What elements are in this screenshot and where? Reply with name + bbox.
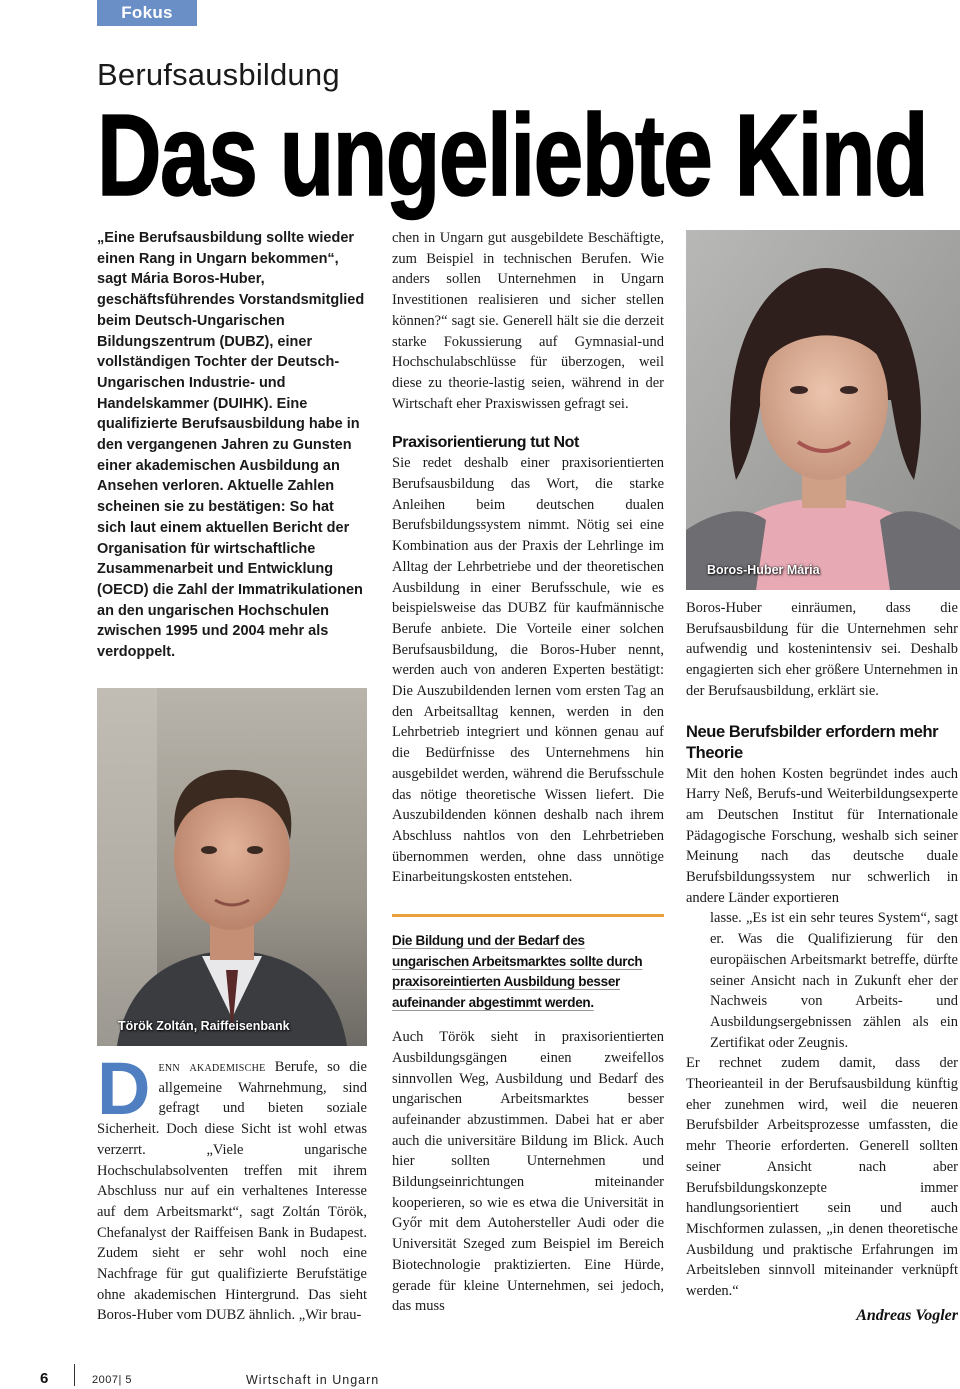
left-eye xyxy=(201,846,217,854)
left-eye xyxy=(790,386,808,394)
column2 xyxy=(392,228,664,1317)
page-number: 6 xyxy=(40,1370,49,1387)
column2-paragraph-1: chen in Ungarn gut ausgebildete Beschäftigte, zum Beispiel in technischen Berufen. Wie anders sollen Unternehmen in Ungarn Investitionen realisieren und sicher stellen können?“ sagt sie. Generell hält sie die derzeit starke Fokussierung auf Gymnasial-und Hochschulabschlüsse für überzogen, weil diese zu theorie-lastig seien, während in der Wirtschaft eher Praxiswissen gefragt sei. xyxy=(392,230,664,412)
pull-quote-rule xyxy=(392,914,664,917)
right-eye xyxy=(247,846,263,854)
magazine-name: Wirtschaft in Ungarn xyxy=(246,1373,380,1387)
article-intro: „Eine Berufsausbildung sollte wieder einen Rang in Ungarn bekommen“, sagt Mária Boros-Huber, geschäftsführendes Vorstandsmitglied beim Deutsch-Ungarischen Bildungszentrum (DUBZ), einer vollständigen Tochter der Deutsch-Ungarischen Industrie- und Handelskammer (DUIHK). Eine qualifizierte Berufsausbildung habe in den vergangenen Jahren zu Gunsten einer akademischen Ausbildung an Ansehen verloren. Aktuelle Zahlen scheinen sie zu bestätigen: So hat sich laut einem aktuellen Bericht der Organisation für wirtschaftliche Zusammenarbeit und Entwicklung (OECD) die Zahl der Immatrikulationen an den ungarischen Hochschulen zwischen 1995 und 2004 mehr als verdoppelt. xyxy=(97,230,365,661)
column3-paragraph-3: Er rechnet zudem damit, dass der Theorieanteil in der Berufsausbildung künftig eher zunehmen wird, weil die neueren Berufsbilder Arbeitsprozesse umfassten, die mehr Theorie erforderten. Generell sollten seiner Ansicht nach aber Berufsbildungskonzepte immer handlungsorientiert sein und auch Mischformen zulassen, „in denen theoretische Ausbildung und praktische Erfahrungen im Arbeitsleben sinnvoll miteinander verknüpft werden.“ xyxy=(686,1055,958,1300)
section-tag: Fokus xyxy=(97,0,197,26)
column3-paragraph-2: Mit den hohen Kosten begründet indes auch Harry Neß, Berufs-und Weiterbildungsexperte am Deutschen Institut für Internationale Pädagogische Forschung, weshalb sich seiner Meinung nach das deutsche duale Berufsbildungssystem nur schwerlich in andere Länder exportieren xyxy=(686,765,958,906)
article-kicker: Berufsausbildung xyxy=(97,57,340,92)
photo-caption-boros-huber: Boros-Huber Mária xyxy=(707,562,820,577)
pull-quote: Die Bildung und der Bedarf des ungarischen Arbeitsmarktes sollte durch praxisoreintierten Ausbildung besser aufeinander abgestimmt werden. xyxy=(392,933,643,1010)
photo-toeroek xyxy=(97,688,367,1046)
column3-paragraph-1: Boros-Huber einräumen, dass die Berufsausbildung für die Unternehmen sehr aufwendig und kostenintensiv sei. Deshalb engagierten sich eher größere Unternehmen in der Berufsausbildung, erklärt sie. xyxy=(686,600,958,699)
column2-paragraph-3: Auch Török sieht in praxisorientierten Ausbildungsgängen einen zweifellos sinnvollen Weg, Ausbildung und Bedarf des ungarischen Arbeitsmarktes besser aufeinander abzustimmen. Dabei hat er aber auch die universitäre Bildung im Blick. Auch hier sollten Unternehmen und Bildungseinrichtungen miteinander kooperieren, so wie es etwa die Universität in Győr mit dem Autohersteller Audi oder die Universität Szeged zum Beispiel im Bereich Biotechnologie praktizierten. Eine Hürde, gerade für kleine Unternehmen, sei jedoch, das muss xyxy=(392,1029,664,1315)
issue-number: 2007| 5 xyxy=(92,1374,133,1386)
small-caps-lead: enn akademische xyxy=(158,1059,266,1075)
portrait-man-image xyxy=(97,688,367,1046)
subheading-neue-berufsbilder: Neue Berufsbilder erfordern mehr Theorie xyxy=(686,722,939,762)
portrait-woman-image xyxy=(686,230,960,590)
author-byline: Andreas Vogler xyxy=(856,1306,958,1324)
right-eye xyxy=(840,386,858,394)
photo-caption-toeroek: Török Zoltán, Raiffeisenbank xyxy=(118,1018,290,1033)
column1-body xyxy=(97,1047,367,1326)
jacket-left xyxy=(686,511,766,590)
column2-paragraph-2: Sie redet deshalb einer praxisorientierten Berufsausbildung das Wort, die starke Anleihen beim deutschen dualen Berufsbildungssystem nimmt. Nötig sei eine Kombination aus der Praxis der Lehrlinge im Alltag der Lehrbetriebe und der theoretischen Ausbildung in einer Berufsschule, wie es beispielsweise das DUBZ für kaufmännische Berufe anbiete. Die Vorteile einer solchen Berufsausbildung, die Boros-Huber nennt, werden auch von anderen Experten bestätigt: Die Auszubildenden lernen vom ersten Tag an den Arbeitsalltag kennen, werden in den Lehrbetrieb integriert und können genau auf die Bedürfnisse des Unternehmens hin ausgebildet werden, während die Berufsschule das nötige theoretische Wissen liefert. Die Auszubildenden können deshalb nach ihrem Abschluss nahtlos von den Lehrbetrieben übernommen werden, ohne dass unnötige Einarbeitungskosten entstehen. xyxy=(392,455,664,886)
column1-text: Berufe, so die allgemeine Wahrnehmung, sind gefragt und bieten soziale Sicherheit. Doch diese Sicht ist wohl etwas verzerrt. „Viele ungarische Hochschulabsolventen treffen mit ihrem Abschluss nur auf ein verhaltenes Interesse auf dem Arbeitsmarkt“, sagt Zoltán Török, Chefanalyst der Raiffeisen Bank in Budapest. Zudem sieht er sehr wohl noch eine Nachfrage für gut qualifizierte Berufstätige ohne akademischen Hintergrund. Das sieht Boros-Huber vom DUBZ ähnlich. „Wir brau- xyxy=(97,1059,367,1324)
column3-paragraph-indented: lasse. „Es ist ein sehr teures System“, sagt er. Was die Qualifizierung für den europäischen Arbeitsmarkt betreffe, dürfte seiner Ansicht nach in Zukunft eher der Nachweis von Arbeits- und Ausbildungsergebnissen zählen als ein Zertifikat oder Zeugnis. xyxy=(710,910,958,1051)
footer-divider xyxy=(74,1364,75,1386)
jacket-right xyxy=(880,511,960,590)
article-headline: Das ungeliebte Kind xyxy=(97,90,928,220)
column3 xyxy=(686,598,958,1326)
photo-boros-huber xyxy=(686,230,960,590)
drop-cap: D xyxy=(97,1047,151,1130)
subheading-praxisorientierung: Praxisorientierung tut Not xyxy=(392,434,579,452)
